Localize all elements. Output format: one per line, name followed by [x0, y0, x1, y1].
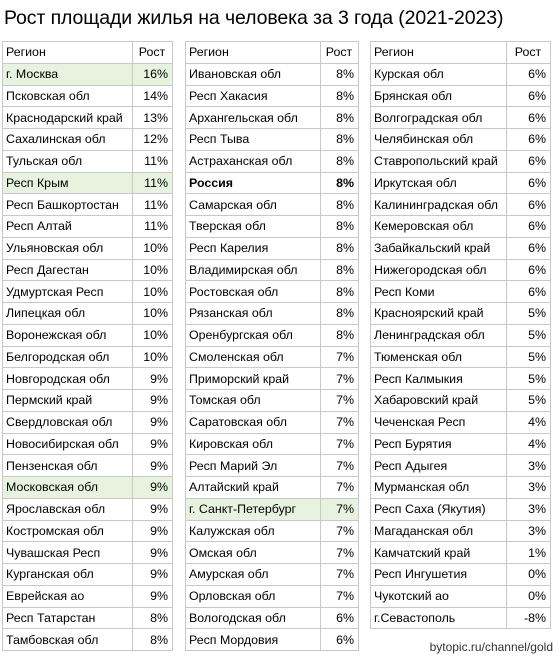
table-row	[3, 281, 173, 303]
region-name: Тюменская обл	[371, 346, 507, 368]
growth-value: 7%	[321, 498, 359, 520]
region-name: Респ Бурятия	[371, 433, 507, 455]
table-row	[186, 259, 359, 281]
region-name: Костромская обл	[3, 520, 133, 542]
region-name: Ростовская обл	[186, 281, 321, 303]
table-header-row	[371, 42, 551, 64]
table-row	[186, 150, 359, 172]
table-row	[186, 542, 359, 564]
growth-value: 10%	[133, 237, 173, 259]
region-name: Ульяновская обл	[3, 237, 133, 259]
region-name: Оренбургская обл	[186, 324, 321, 346]
growth-value: 7%	[321, 433, 359, 455]
table-row	[3, 150, 173, 172]
growth-value: 8%	[321, 194, 359, 216]
table-row	[186, 585, 359, 607]
table-row	[3, 520, 173, 542]
growth-value: 8%	[321, 303, 359, 325]
source-footer: bytopic.ru/channel/gold	[429, 640, 553, 654]
table-row	[3, 216, 173, 238]
growth-value: 1%	[507, 542, 551, 564]
table-row	[186, 85, 359, 107]
table-row	[186, 63, 359, 85]
table-row	[371, 129, 551, 151]
region-name: Волгоградская обл	[371, 107, 507, 129]
region-name: Омская обл	[186, 542, 321, 564]
growth-value: 0%	[507, 564, 551, 586]
table-row	[3, 390, 173, 412]
region-name: Россия	[186, 172, 321, 194]
table-row	[3, 303, 173, 325]
growth-value: 9%	[133, 585, 173, 607]
table-row	[3, 433, 173, 455]
page-title: Рост площади жилья на человека за 3 года (2021-2023)	[4, 7, 504, 29]
growth-value: 8%	[321, 129, 359, 151]
region-name: Самарская обл	[186, 194, 321, 216]
region-name: Иркутская обл	[371, 172, 507, 194]
region-name: Респ Ингушетия	[371, 564, 507, 586]
table-row	[3, 629, 173, 651]
growth-value: 9%	[133, 390, 173, 412]
region-name: Забайкальский край	[371, 237, 507, 259]
region-name: Воронежская обл	[3, 324, 133, 346]
growth-value: 9%	[133, 477, 173, 499]
table-row	[371, 172, 551, 194]
region-name: Тамбовская обл	[3, 629, 133, 651]
growth-value: 6%	[507, 63, 551, 85]
table-row	[186, 390, 359, 412]
header-growth: Рост	[133, 42, 173, 64]
region-name: Респ Адыгея	[371, 455, 507, 477]
region-name: Удмуртская Респ	[3, 281, 133, 303]
table-row	[371, 324, 551, 346]
growth-value: 8%	[321, 237, 359, 259]
region-name: Новосибирская обл	[3, 433, 133, 455]
table-row	[186, 433, 359, 455]
growth-value: 6%	[507, 85, 551, 107]
growth-value: 9%	[133, 564, 173, 586]
region-name: Ленинградская обл	[371, 324, 507, 346]
table-row	[186, 455, 359, 477]
growth-value: 6%	[507, 237, 551, 259]
growth-value: 3%	[507, 455, 551, 477]
table-row	[371, 216, 551, 238]
region-name: Мурманская обл	[371, 477, 507, 499]
header-region: Регион	[186, 42, 321, 64]
region-name: Белгородская обл	[3, 346, 133, 368]
growth-value: 9%	[133, 455, 173, 477]
table-row	[3, 259, 173, 281]
region-table-3	[370, 41, 551, 629]
growth-value: 16%	[133, 63, 173, 85]
growth-value: 13%	[133, 107, 173, 129]
table-row	[186, 346, 359, 368]
region-name: Тверская обл	[186, 216, 321, 238]
table-row	[186, 194, 359, 216]
region-name: Астраханская обл	[186, 150, 321, 172]
region-name: Респ Крым	[3, 172, 133, 194]
region-name: Московская обл	[3, 477, 133, 499]
growth-value: 6%	[507, 150, 551, 172]
region-name: Брянская обл	[371, 85, 507, 107]
region-table-2	[185, 41, 359, 651]
region-name: Архангельская обл	[186, 107, 321, 129]
region-name: Алтайский край	[186, 477, 321, 499]
table-row	[186, 324, 359, 346]
growth-value: 12%	[133, 129, 173, 151]
table-row	[3, 63, 173, 85]
table-row	[371, 542, 551, 564]
growth-value: 9%	[133, 433, 173, 455]
growth-value: 7%	[321, 542, 359, 564]
region-name: Ивановская обл	[186, 63, 321, 85]
table-row	[371, 281, 551, 303]
table-row	[371, 150, 551, 172]
growth-value: 5%	[507, 346, 551, 368]
header-growth: Рост	[321, 42, 359, 64]
header-region: Регион	[371, 42, 507, 64]
growth-value: 3%	[507, 477, 551, 499]
region-name: Тульская обл	[3, 150, 133, 172]
table-row	[3, 607, 173, 629]
table-row	[371, 85, 551, 107]
growth-value: 6%	[507, 129, 551, 151]
region-name: Владимирская обл	[186, 259, 321, 281]
header-growth: Рост	[507, 42, 551, 64]
growth-value: 3%	[507, 498, 551, 520]
growth-value: 11%	[133, 216, 173, 238]
growth-value: 4%	[507, 433, 551, 455]
growth-value: 6%	[507, 194, 551, 216]
table-row	[186, 411, 359, 433]
region-name: Респ Марий Эл	[186, 455, 321, 477]
table-row	[371, 368, 551, 390]
region-name: Чукотский ао	[371, 585, 507, 607]
growth-value: 5%	[507, 303, 551, 325]
growth-value: 6%	[507, 281, 551, 303]
table-row	[3, 346, 173, 368]
region-name: Липецкая обл	[3, 303, 133, 325]
region-name: Нижегородская обл	[371, 259, 507, 281]
table-row	[371, 564, 551, 586]
growth-value: 5%	[507, 324, 551, 346]
region-name: Респ Карелия	[186, 237, 321, 259]
table-row	[3, 107, 173, 129]
table-row	[3, 542, 173, 564]
region-name: Респ Мордовия	[186, 629, 321, 651]
region-name: Респ Алтай	[3, 216, 133, 238]
growth-value: 7%	[321, 346, 359, 368]
growth-value: 8%	[321, 172, 359, 194]
growth-value: 10%	[133, 303, 173, 325]
region-name: Хабаровский край	[371, 390, 507, 412]
growth-value: 6%	[507, 216, 551, 238]
region-name: Калужская обл	[186, 520, 321, 542]
growth-value: 7%	[321, 564, 359, 586]
growth-value: -8%	[507, 607, 551, 629]
growth-value: 6%	[321, 607, 359, 629]
growth-value: 7%	[321, 520, 359, 542]
region-name: г. Москва	[3, 63, 133, 85]
region-name: Респ Саха (Якутия)	[371, 498, 507, 520]
region-name: Рязанская обл	[186, 303, 321, 325]
growth-value: 7%	[321, 390, 359, 412]
growth-value: 4%	[507, 411, 551, 433]
table-row	[371, 607, 551, 629]
region-name: Респ Калмыкия	[371, 368, 507, 390]
region-name: Курганская обл	[3, 564, 133, 586]
table-row	[186, 129, 359, 151]
table-row	[371, 63, 551, 85]
region-name: Пермский край	[3, 390, 133, 412]
growth-value: 8%	[321, 259, 359, 281]
table-row	[186, 629, 359, 651]
growth-value: 8%	[321, 63, 359, 85]
table-row	[3, 194, 173, 216]
table-row	[371, 477, 551, 499]
growth-value: 8%	[321, 85, 359, 107]
table-row	[186, 216, 359, 238]
table-row	[186, 607, 359, 629]
growth-value: 8%	[321, 281, 359, 303]
growth-value: 9%	[133, 368, 173, 390]
region-name: Сахалинская обл	[3, 129, 133, 151]
table-row	[3, 477, 173, 499]
region-name: Челябинская обл	[371, 129, 507, 151]
table-row	[371, 346, 551, 368]
table-header-row	[186, 42, 359, 64]
region-name: Курская обл	[371, 63, 507, 85]
region-name: Красноярский край	[371, 303, 507, 325]
table-row	[371, 520, 551, 542]
region-name: Орловская обл	[186, 585, 321, 607]
table-row	[3, 172, 173, 194]
region-name: Псковская обл	[3, 85, 133, 107]
region-name: Вологодская обл	[186, 607, 321, 629]
table-row	[371, 585, 551, 607]
growth-value: 5%	[507, 368, 551, 390]
region-name: Саратовская обл	[186, 411, 321, 433]
growth-value: 9%	[133, 520, 173, 542]
table-row	[371, 194, 551, 216]
table-row	[371, 303, 551, 325]
table-row	[186, 564, 359, 586]
region-name: Кировская обл	[186, 433, 321, 455]
region-name: Калининградская обл	[371, 194, 507, 216]
region-name: Магаданская обл	[371, 520, 507, 542]
growth-value: 10%	[133, 324, 173, 346]
region-name: Краснодарский край	[3, 107, 133, 129]
region-name: Респ Башкортостан	[3, 194, 133, 216]
region-name: Респ Коми	[371, 281, 507, 303]
growth-value: 0%	[507, 585, 551, 607]
growth-value: 9%	[133, 411, 173, 433]
table-row	[371, 107, 551, 129]
table-row	[186, 498, 359, 520]
growth-value: 6%	[321, 629, 359, 651]
growth-value: 10%	[133, 346, 173, 368]
growth-value: 8%	[321, 324, 359, 346]
growth-value: 8%	[321, 216, 359, 238]
growth-value: 9%	[133, 498, 173, 520]
table-row	[3, 411, 173, 433]
region-name: Амурская обл	[186, 564, 321, 586]
table-row	[186, 281, 359, 303]
growth-value: 6%	[507, 107, 551, 129]
table-row	[3, 129, 173, 151]
growth-value: 10%	[133, 259, 173, 281]
table-row	[371, 411, 551, 433]
region-name: г. Санкт-Петербург	[186, 498, 321, 520]
growth-value: 10%	[133, 281, 173, 303]
region-name: Свердловская обл	[3, 411, 133, 433]
growth-value: 7%	[321, 455, 359, 477]
growth-value: 6%	[507, 172, 551, 194]
table-row	[371, 433, 551, 455]
region-table-1	[2, 41, 173, 651]
region-name: Кемеровская обл	[371, 216, 507, 238]
growth-value: 3%	[507, 520, 551, 542]
region-name: Приморский край	[186, 368, 321, 390]
region-name: Камчатский край	[371, 542, 507, 564]
table-row	[3, 498, 173, 520]
growth-value: 8%	[133, 607, 173, 629]
region-name: Еврейская ао	[3, 585, 133, 607]
region-name: Пензенская обл	[3, 455, 133, 477]
table-row	[186, 237, 359, 259]
growth-value: 6%	[507, 259, 551, 281]
table-row	[3, 455, 173, 477]
growth-value: 9%	[133, 542, 173, 564]
table-row	[3, 324, 173, 346]
table-row	[3, 585, 173, 607]
growth-value: 11%	[133, 150, 173, 172]
growth-value: 7%	[321, 368, 359, 390]
table-row	[186, 477, 359, 499]
table-row	[3, 85, 173, 107]
table-row	[186, 520, 359, 542]
growth-value: 8%	[133, 629, 173, 651]
region-name: Чеченская Респ	[371, 411, 507, 433]
region-name: Чувашская Респ	[3, 542, 133, 564]
growth-value: 5%	[507, 390, 551, 412]
table-row	[186, 172, 359, 194]
region-name: Смоленская обл	[186, 346, 321, 368]
region-name: г.Севастополь	[371, 607, 507, 629]
growth-value: 11%	[133, 172, 173, 194]
table-row	[186, 303, 359, 325]
table-row	[371, 498, 551, 520]
table-row	[371, 237, 551, 259]
table-row	[371, 259, 551, 281]
region-name: Респ Хакасия	[186, 85, 321, 107]
growth-value: 8%	[321, 107, 359, 129]
growth-value: 8%	[321, 150, 359, 172]
region-name: Респ Дагестан	[3, 259, 133, 281]
region-name: Томская обл	[186, 390, 321, 412]
region-name: Респ Тыва	[186, 129, 321, 151]
growth-value: 7%	[321, 411, 359, 433]
region-name: Ярославская обл	[3, 498, 133, 520]
growth-value: 7%	[321, 477, 359, 499]
table-row	[3, 237, 173, 259]
table-row	[371, 390, 551, 412]
header-region: Регион	[3, 42, 133, 64]
table-row	[3, 368, 173, 390]
table-header-row	[3, 42, 173, 64]
region-name: Ставропольский край	[371, 150, 507, 172]
region-name: Респ Татарстан	[3, 607, 133, 629]
table-row	[186, 368, 359, 390]
region-name: Новгородская обл	[3, 368, 133, 390]
table-row	[3, 564, 173, 586]
growth-value: 11%	[133, 194, 173, 216]
growth-value: 14%	[133, 85, 173, 107]
growth-value: 7%	[321, 585, 359, 607]
table-row	[371, 455, 551, 477]
table-row	[186, 107, 359, 129]
